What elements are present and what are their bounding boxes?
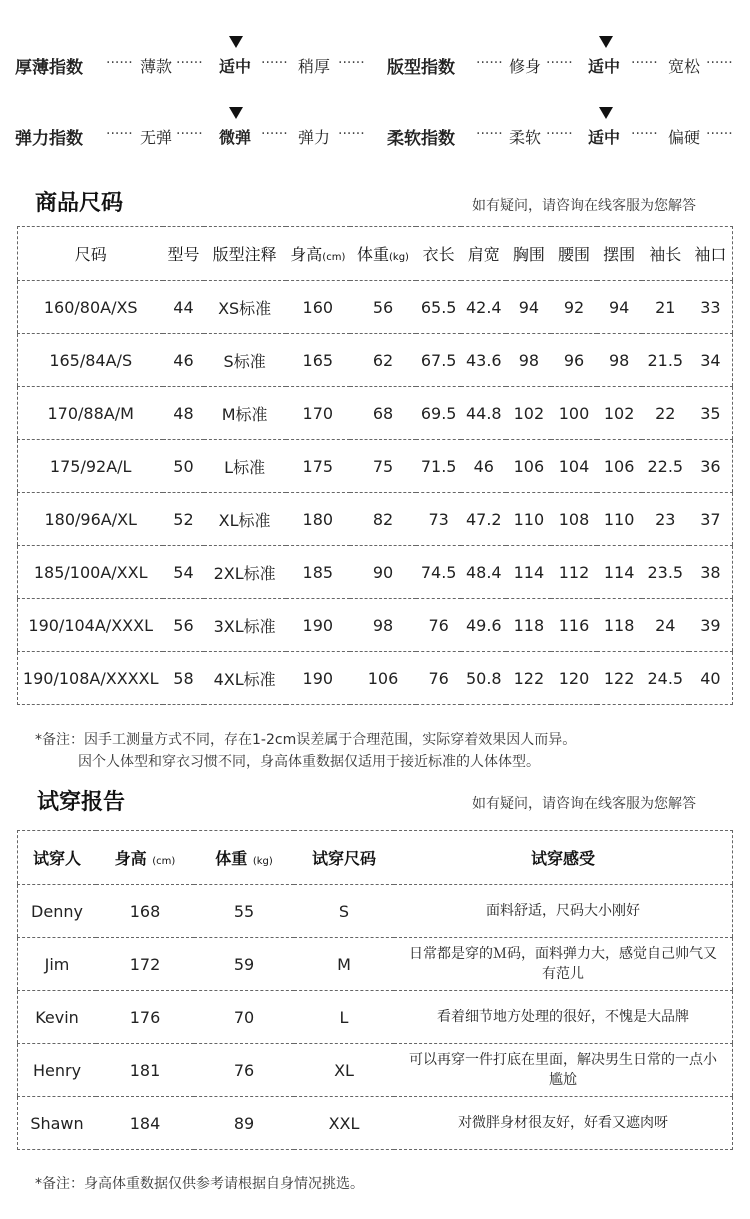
- col-size: 尺码: [18, 227, 164, 281]
- size-cell: 190/104A/XXXL: [18, 599, 164, 652]
- size-cell: 44.8: [461, 387, 506, 440]
- dots: ······: [106, 126, 133, 142]
- size-table: [17, 226, 733, 705]
- col-trial-size: 试穿尺码: [294, 831, 394, 885]
- size-cell: 65.5: [416, 281, 461, 334]
- size-cell: 22: [642, 387, 689, 440]
- size-cell: 50: [163, 440, 203, 493]
- size-cell: 3XL标准: [204, 599, 286, 652]
- size-cell: 90: [350, 546, 416, 599]
- size-cell: 114: [506, 546, 551, 599]
- size-cell: 185: [286, 546, 350, 599]
- size-cell: 98: [350, 599, 416, 652]
- size-cell: 116: [551, 599, 596, 652]
- size-cell: 21: [642, 281, 689, 334]
- size-row: [18, 599, 733, 652]
- col-trial-feel: 试穿感受: [394, 831, 733, 885]
- size-cell: 47.2: [461, 493, 506, 546]
- col-fit-note: 版型注释: [204, 227, 286, 281]
- size-cell: 94: [506, 281, 551, 334]
- trial-feel-cell: 对微胖身材很友好，好看又遮肉呀: [458, 1115, 668, 1131]
- size-cell: 74.5: [416, 546, 461, 599]
- dots: ······: [106, 55, 133, 71]
- index-option: 稍厚: [298, 57, 331, 76]
- size-cell: 49.6: [461, 599, 506, 652]
- index-option: 薄款: [140, 57, 173, 76]
- size-cell: 98: [597, 334, 642, 387]
- dots: ······: [631, 126, 658, 142]
- trial-feel-cell: 面料舒适，尺码大小刚好: [394, 885, 733, 938]
- size-cell: 102: [506, 387, 551, 440]
- dots: ······: [706, 126, 733, 142]
- size-cell: 75: [350, 440, 416, 493]
- trial-feel-cell: 看着细节地方处理的很好，不愧是大品牌: [394, 991, 733, 1044]
- trial-cell: M: [294, 938, 394, 991]
- col-cuff: 袖口: [689, 227, 733, 281]
- size-cell: 102: [597, 387, 642, 440]
- index-option: 修身: [509, 57, 542, 76]
- size-cell: M标准: [204, 387, 286, 440]
- index-option-selected: 适中: [588, 128, 621, 147]
- trial-table: [17, 830, 733, 1150]
- size-cell: 42.4: [461, 281, 506, 334]
- trial-cell: 59: [194, 938, 294, 991]
- size-cell: 175: [286, 440, 350, 493]
- size-cell: 98: [506, 334, 551, 387]
- col-weight: 体重(kg): [350, 227, 416, 281]
- dots: ······: [631, 55, 658, 71]
- size-cell: 50.8: [465, 668, 502, 688]
- size-cell: 180/96A/XL: [18, 493, 164, 546]
- trial-cell: 55: [194, 885, 294, 938]
- trial-table-header: [18, 831, 733, 885]
- size-cell: 68: [350, 387, 416, 440]
- dots: ······: [261, 55, 288, 71]
- col-shoulder: 肩宽: [461, 227, 506, 281]
- size-cell: 44: [163, 281, 203, 334]
- size-note-line1: *备注：因手工测量方式不同，存在1-2cm误差属于合理范围，实际穿着效果因人而异。: [35, 732, 577, 748]
- size-cell: 2XL标准: [204, 546, 286, 599]
- index-option: 偏硬: [668, 128, 701, 147]
- size-cell: 56: [350, 281, 416, 334]
- trial-cell: 184: [129, 1113, 161, 1133]
- col-waist: 腰围: [551, 227, 596, 281]
- trial-note: *备注：身高体重数据仅供参考请根据自身情况挑选。: [35, 1176, 364, 1192]
- size-cell: XS标准: [204, 281, 286, 334]
- trial-section-hint: 如有疑问，请咨询在线客服为您解答: [472, 796, 696, 812]
- size-cell: 52: [163, 493, 203, 546]
- size-cell: 122: [603, 668, 635, 688]
- size-cell: 106: [597, 440, 642, 493]
- size-cell: 34: [689, 334, 733, 387]
- index-option-selected: 适中: [219, 57, 252, 76]
- size-cell: 56: [163, 599, 203, 652]
- trial-cell: Denny: [18, 885, 97, 938]
- selected-arrow-icon: [229, 36, 243, 48]
- trial-cell: 168: [96, 885, 194, 938]
- size-cell: 122: [513, 668, 545, 688]
- size-cell: 190/108A/XXXXL: [22, 668, 159, 688]
- size-row: [18, 334, 733, 387]
- size-cell: 108: [551, 493, 596, 546]
- trial-cell: 70: [194, 991, 294, 1044]
- trial-row: [18, 885, 733, 938]
- trial-cell: 89: [233, 1113, 255, 1133]
- size-cell: 40: [700, 668, 721, 688]
- dots: ······: [706, 55, 733, 71]
- trial-row: [18, 1097, 733, 1150]
- trial-cell: Shawn: [30, 1113, 84, 1133]
- size-cell: 73: [416, 493, 461, 546]
- size-cell: 46: [163, 334, 203, 387]
- size-cell: 110: [506, 493, 551, 546]
- trial-cell: Kevin: [18, 991, 97, 1044]
- size-cell: 48.4: [461, 546, 506, 599]
- trial-cell: L: [294, 991, 394, 1044]
- col-tester: 试穿人: [18, 831, 97, 885]
- index-option: 宽松: [668, 57, 701, 76]
- dots: ······: [338, 55, 365, 71]
- size-cell: 62: [350, 334, 416, 387]
- size-cell: 22.5: [642, 440, 689, 493]
- size-cell: 170/88A/M: [18, 387, 164, 440]
- size-cell: 38: [689, 546, 733, 599]
- size-cell: XL标准: [204, 493, 286, 546]
- col-tester-weight: 体重 (kg): [194, 831, 294, 885]
- size-cell: 112: [551, 546, 596, 599]
- size-row: [18, 652, 733, 705]
- size-row: [18, 281, 733, 334]
- selected-arrow-icon: [599, 107, 613, 119]
- size-row: [18, 440, 733, 493]
- index-label: 厚薄指数: [15, 58, 83, 78]
- size-cell: 43.6: [461, 334, 506, 387]
- dots: ······: [476, 55, 503, 71]
- index-row-1: [0, 44, 750, 84]
- trial-feel-cell: 日常都是穿的Ｍ码，面料弹力大，感觉自己帅气又有范儿: [394, 938, 733, 991]
- index-option: 柔软: [509, 128, 542, 147]
- index-label: 弹力指数: [15, 129, 83, 149]
- size-cell: 69.5: [416, 387, 461, 440]
- dots: ······: [261, 126, 288, 142]
- size-cell: 36: [689, 440, 733, 493]
- size-cell: 118: [506, 599, 551, 652]
- index-label: 版型指数: [387, 58, 455, 78]
- size-section-hint: 如有疑问，请咨询在线客服为您解答: [472, 198, 696, 214]
- size-cell: 76: [428, 668, 449, 688]
- trial-cell: 172: [96, 938, 194, 991]
- size-cell: 160/80A/XS: [18, 281, 164, 334]
- dots: ······: [176, 126, 203, 142]
- index-row-2: [0, 115, 750, 155]
- size-cell: 180: [286, 493, 350, 546]
- col-length: 衣长: [416, 227, 461, 281]
- size-note-line2: 因个人体型和穿衣习惯不同，身高体重数据仅适用于接近标准的人体体型。: [78, 754, 540, 770]
- dots: ······: [546, 55, 573, 71]
- size-cell: 160: [286, 281, 350, 334]
- trial-feel-cell: 可以再穿一件打底在里面，解决男生日常的一点小尴尬: [394, 1044, 733, 1097]
- size-cell: 39: [689, 599, 733, 652]
- index-option: 无弹: [140, 128, 173, 147]
- trial-row: [18, 991, 733, 1044]
- size-row: [18, 387, 733, 440]
- size-cell: 48: [163, 387, 203, 440]
- size-cell: 104: [551, 440, 596, 493]
- size-cell: 23: [642, 493, 689, 546]
- size-cell: 24.5: [647, 668, 684, 688]
- size-cell: S标准: [204, 334, 286, 387]
- size-row: [18, 493, 733, 546]
- size-cell: 33: [689, 281, 733, 334]
- trial-cell: S: [294, 885, 394, 938]
- trial-cell: 76: [194, 1044, 294, 1097]
- trial-section-title: 试穿报告: [37, 790, 126, 815]
- size-cell: 96: [551, 334, 596, 387]
- col-height: 身高(cm): [286, 227, 350, 281]
- size-cell: 170: [286, 387, 350, 440]
- col-tester-height: 身高 (cm): [96, 831, 194, 885]
- size-cell: 58: [173, 668, 194, 688]
- selected-arrow-icon: [229, 107, 243, 119]
- size-cell: 54: [163, 546, 203, 599]
- trial-cell: XL: [294, 1044, 394, 1097]
- size-cell: 190: [302, 668, 334, 688]
- size-cell: 82: [350, 493, 416, 546]
- size-cell: 100: [551, 387, 596, 440]
- size-cell: 106: [506, 440, 551, 493]
- selected-arrow-icon: [599, 36, 613, 48]
- size-cell: L标准: [204, 440, 286, 493]
- size-cell: 165/84A/S: [18, 334, 164, 387]
- index-option-selected: 微弹: [219, 128, 252, 147]
- trial-cell: 176: [96, 991, 194, 1044]
- dots: ······: [476, 126, 503, 142]
- col-sleeve: 袖长: [642, 227, 689, 281]
- index-option: 弹力: [298, 128, 331, 147]
- dots: ······: [176, 55, 203, 71]
- index-option-selected: 适中: [588, 57, 621, 76]
- size-cell: 114: [597, 546, 642, 599]
- size-cell: 106: [367, 668, 399, 688]
- size-cell: 175/92A/L: [18, 440, 164, 493]
- dots: ······: [338, 126, 365, 142]
- trial-cell: Henry: [18, 1044, 97, 1097]
- size-cell: 67.5: [416, 334, 461, 387]
- trial-row: [18, 1044, 733, 1097]
- size-cell: 71.5: [416, 440, 461, 493]
- size-cell: 110: [597, 493, 642, 546]
- size-cell: 118: [597, 599, 642, 652]
- col-model: 型号: [163, 227, 203, 281]
- trial-row: [18, 938, 733, 991]
- size-section-title: 商品尺码: [35, 191, 124, 216]
- size-cell: 120: [558, 668, 590, 688]
- size-cell: 165: [286, 334, 350, 387]
- size-cell: 92: [551, 281, 596, 334]
- size-cell: 23.5: [642, 546, 689, 599]
- size-cell: 185/100A/XXL: [18, 546, 164, 599]
- col-chest: 胸围: [506, 227, 551, 281]
- trial-cell: XXL: [328, 1113, 360, 1133]
- size-row: [18, 546, 733, 599]
- size-cell: 94: [597, 281, 642, 334]
- size-cell: 190: [286, 599, 350, 652]
- dots: ······: [546, 126, 573, 142]
- size-cell: 46: [461, 440, 506, 493]
- size-cell: 37: [689, 493, 733, 546]
- col-hem: 摆围: [597, 227, 642, 281]
- trial-cell: Jim: [18, 938, 97, 991]
- trial-cell: 181: [96, 1044, 194, 1097]
- size-cell: 24: [642, 599, 689, 652]
- size-cell: 76: [416, 599, 461, 652]
- size-table-header: [18, 227, 733, 281]
- size-cell: 35: [689, 387, 733, 440]
- size-cell: 21.5: [642, 334, 689, 387]
- size-cell: 4XL标准: [213, 669, 276, 689]
- index-label: 柔软指数: [387, 129, 455, 149]
